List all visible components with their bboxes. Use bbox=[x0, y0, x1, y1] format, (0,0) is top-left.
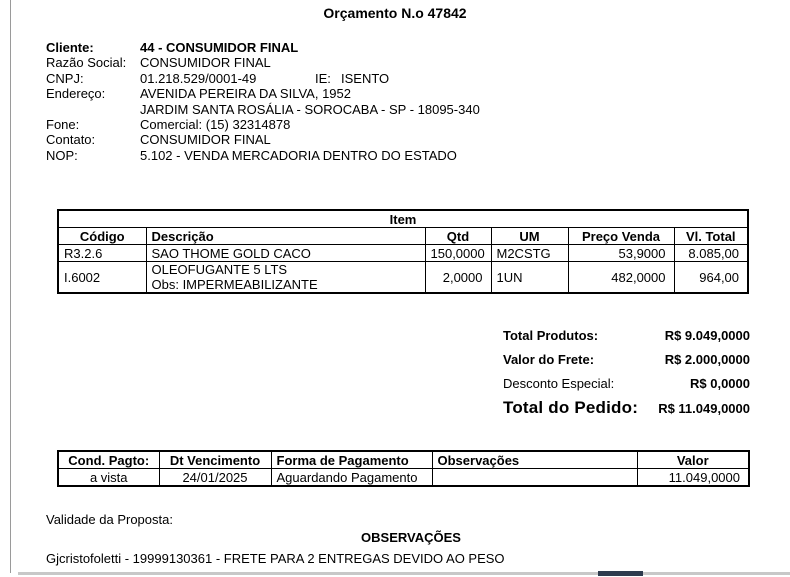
desconto-especial-value: R$ 0,0000 bbox=[690, 376, 750, 391]
fone-label: Fone: bbox=[46, 117, 80, 133]
item-descricao-cell bbox=[146, 262, 425, 294]
valor-frete-label: Valor do Frete: bbox=[503, 352, 595, 367]
item-col-header-um: UM bbox=[491, 228, 568, 245]
valor-frete-row bbox=[503, 352, 750, 368]
page-title: Orçamento N.o 47842 bbox=[323, 5, 467, 21]
observacoes-text: Gjcristofoletti - 19999130361 - FRETE PARA 2 ENTREGAS DEVIDO AO PESO bbox=[46, 551, 505, 566]
payment-table-row bbox=[58, 469, 749, 487]
item-codigo-cell: R3.2.6 bbox=[58, 245, 146, 262]
payment-forma-cell: Aguardando Pagamento bbox=[271, 469, 432, 487]
valor-frete-value: R$ 2.000,0000 bbox=[664, 352, 750, 367]
item-col-header-preco-venda: Preço Venda bbox=[568, 228, 674, 245]
client-row-cliente bbox=[46, 40, 480, 55]
page-left-border bbox=[10, 0, 11, 573]
item-table-row bbox=[58, 262, 748, 294]
item-table-caption: Item bbox=[58, 210, 748, 228]
total-pedido-value: R$ 11.049,0000 bbox=[658, 401, 750, 416]
cnpj-ie-group bbox=[140, 71, 389, 86]
razao-social-value: CONSUMIDOR FINAL bbox=[140, 55, 271, 71]
item-um-cell: 1UN bbox=[491, 262, 568, 294]
bottom-clipped-band bbox=[18, 572, 790, 575]
total-pedido-row bbox=[503, 400, 750, 417]
client-row-endereco bbox=[46, 86, 480, 101]
endereco-label: Endereço: bbox=[46, 86, 106, 102]
item-obs-text: Obs: IMPERMEABILIZANTE bbox=[151, 277, 318, 292]
client-row-razao-social bbox=[46, 55, 480, 70]
item-descricao-text: OLEOFUGANTE 5 LTS bbox=[151, 262, 288, 277]
endereco-line2: JARDIM SANTA ROSÁLIA - SOROCABA - SP - 18095-340 bbox=[140, 101, 480, 117]
item-descricao-text: SAO THOME GOLD CACO bbox=[151, 245, 311, 261]
client-row-fone bbox=[46, 117, 480, 132]
payment-table-header-row bbox=[58, 451, 749, 469]
item-col-header-vl-total: Vl. Total bbox=[674, 228, 748, 245]
nop-value: 5.102 - VENDA MERCADORIA DENTRO DO ESTADO bbox=[140, 147, 457, 163]
payment-col-header-valor: Valor bbox=[637, 451, 749, 469]
payment-col-header-dt-vencimento: Dt Vencimento bbox=[159, 451, 271, 469]
payment-col-header-observacoes: Observações bbox=[432, 451, 637, 469]
payment-valor-cell: 11.049,0000 bbox=[637, 469, 749, 487]
client-row-nop bbox=[46, 148, 480, 163]
client-row-contato bbox=[46, 132, 480, 147]
item-table-header-row bbox=[58, 228, 748, 245]
nop-label: NOP: bbox=[46, 147, 78, 163]
contato-value: CONSUMIDOR FINAL bbox=[140, 132, 271, 148]
desconto-especial-row bbox=[503, 376, 750, 392]
item-um-cell: M2CSTG bbox=[491, 245, 568, 262]
item-table bbox=[57, 209, 749, 294]
client-row-cnpj bbox=[46, 71, 480, 86]
contato-label: Contato: bbox=[46, 132, 96, 148]
client-info-block bbox=[46, 40, 480, 163]
item-col-header-descricao: Descrição bbox=[146, 228, 425, 245]
ie-label: IE: bbox=[315, 70, 331, 86]
endereco-line1: AVENIDA PEREIRA DA SILVA, 1952 bbox=[140, 86, 351, 102]
ie-value: ISENTO bbox=[341, 70, 390, 86]
observacoes-title: OBSERVAÇÕES bbox=[361, 530, 461, 545]
item-table-row bbox=[58, 245, 748, 262]
totals-block bbox=[503, 328, 750, 425]
razao-social-label: Razão Social: bbox=[46, 55, 127, 71]
total-produtos-label: Total Produtos: bbox=[503, 328, 599, 343]
item-col-header-qtd: Qtd bbox=[425, 228, 491, 245]
payment-col-header-forma-pagamento: Forma de Pagamento bbox=[271, 451, 432, 469]
payment-obs-cell bbox=[432, 469, 637, 487]
payment-col-header-cond-pagto: Cond. Pagto: bbox=[58, 451, 159, 469]
cnpj-label: CNPJ: bbox=[46, 70, 84, 86]
payment-cond-cell: a vista bbox=[58, 469, 159, 487]
total-produtos-row bbox=[503, 328, 750, 344]
item-qtd-cell: 2,0000 bbox=[425, 262, 491, 294]
item-codigo-cell: I.6002 bbox=[58, 262, 146, 294]
item-preco-cell: 53,9000 bbox=[568, 245, 674, 262]
item-qtd-cell: 150,0000 bbox=[425, 245, 491, 262]
item-preco-cell: 482,0000 bbox=[568, 262, 674, 294]
payment-table bbox=[57, 450, 750, 487]
total-produtos-value: R$ 9.049,0000 bbox=[664, 328, 750, 343]
item-total-cell: 964,00 bbox=[674, 262, 748, 294]
cnpj-value: 01.218.529/0001-49 bbox=[140, 70, 257, 86]
desconto-especial-label: Desconto Especial: bbox=[503, 376, 615, 391]
bottom-clipped-band-dark-segment bbox=[598, 571, 643, 576]
validade-proposta-label: Validade da Proposta: bbox=[46, 512, 173, 527]
payment-venc-cell: 24/01/2025 bbox=[159, 469, 271, 487]
fone-value: Comercial: (15) 32314878 bbox=[140, 117, 291, 133]
endereco-label-spacer bbox=[46, 102, 140, 117]
item-descricao-cell bbox=[146, 245, 425, 262]
item-total-cell: 8.085,00 bbox=[674, 245, 748, 262]
cliente-label: Cliente: bbox=[46, 40, 94, 55]
total-pedido-label: Total do Pedido: bbox=[503, 398, 639, 417]
item-col-header-codigo: Código bbox=[58, 228, 146, 245]
client-row-endereco2 bbox=[46, 102, 480, 117]
cliente-value: 44 - CONSUMIDOR FINAL bbox=[140, 40, 299, 55]
item-table-caption-row bbox=[58, 210, 748, 228]
